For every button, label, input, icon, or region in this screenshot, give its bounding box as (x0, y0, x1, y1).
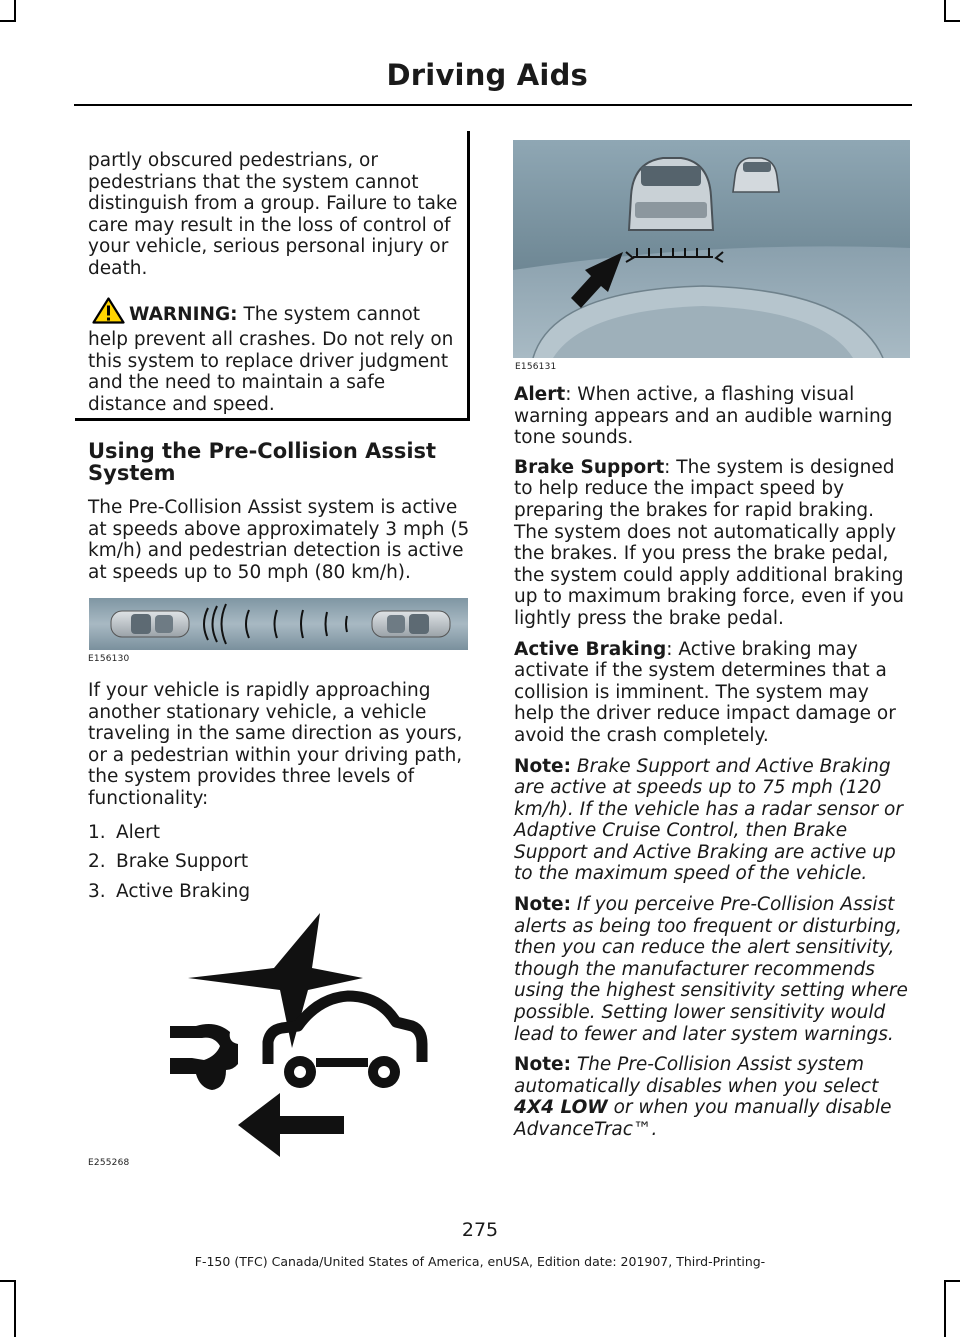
list-number: 1. (88, 821, 106, 843)
crop-mark (0, 20, 16, 22)
pre-collision-symbol-icon (160, 910, 430, 1160)
page-number: 275 (461, 1219, 499, 1241)
edition-info: F-150 (TFC) Canada/United States of America, enUSA, Edition date: 201907, Third-Printing- (194, 1254, 766, 1269)
intro-paragraph: The Pre-Collision Assist system is active at speeds above approximately 3 mph (5 km/h) and pedestrian detection is active at speeds up to 50 mph (80 km/h). (88, 497, 470, 583)
lead-car-icon (629, 158, 713, 230)
list-number: 2. (88, 851, 106, 873)
note-2-text: If you perceive Pre-Collision Assist alerts as being too frequent or disturbing, then you can reduce the alert sensitivity, though the manufacturer recommends using the highest sensitivity setting where possible. Setting lower sensitivity would lead to fewer and later system warnings. (514, 894, 908, 1045)
crop-mark (14, 0, 16, 20)
alert-term: Alert (514, 384, 566, 405)
note-label: Note: (514, 894, 571, 916)
note-3 (514, 1054, 910, 1140)
list-item (88, 851, 472, 881)
crop-mark (0, 1280, 16, 1282)
crop-mark (944, 1280, 960, 1282)
note-1 (514, 756, 910, 886)
radar-illustration (89, 598, 468, 650)
chapter-title: Driving Aids (386, 58, 588, 92)
crop-mark (944, 0, 946, 20)
list-number: 3. (88, 880, 106, 902)
note-3-text-b: or when you manually disable AdvanceTrac™. (514, 1097, 892, 1140)
figure-e255268 (88, 910, 430, 1170)
active-braking-term: Active Braking (514, 638, 667, 660)
note-2 (514, 894, 910, 1045)
section-heading: Using the Pre-Collision Assist System (88, 439, 437, 485)
list-label: Alert (116, 821, 161, 843)
list-label: Active Braking (116, 880, 251, 902)
active-braking-definition (514, 639, 910, 747)
levels-list (88, 822, 472, 911)
car-icon (111, 611, 189, 637)
list-item (88, 881, 472, 911)
warning-text: The system cannot help prevent all crashes. Do not rely on this system to replace driver judgment and the need to maintain a safe distance and speed. (88, 303, 454, 415)
active-braking-desc: : Active braking may activate if the system determines that a collision is imminent. The system may help the driver reduce impact damage or avoid the crash completely. (514, 638, 896, 746)
figure-label: E156130 (88, 654, 130, 664)
vehicle-rear-icon (170, 1024, 238, 1090)
note-label: Note: (514, 1054, 571, 1076)
dashboard-alert-illustration (513, 140, 910, 358)
list-label: Brake Support (116, 851, 249, 873)
left-column-lower (88, 680, 472, 910)
alert-definition (514, 384, 910, 449)
levels-paragraph: If your vehicle is rapidly approaching another stationary vehicle, a vehicle traveling in the same direction as yours, or a pedestrian within your driving path, the system provides three levels of functionality: (88, 680, 463, 809)
header-rule (74, 104, 912, 106)
alert-desc: : When active, a flashing visual warning appears and an audible warning tone sounds. (514, 384, 893, 449)
crop-mark (944, 1280, 946, 1337)
figure-label: E156131 (515, 362, 557, 372)
figure-label: E255268 (88, 1158, 130, 1168)
warning-triangle-icon (92, 297, 125, 330)
note-3-bold: 4X4 LOW (514, 1097, 608, 1119)
list-item (88, 822, 472, 852)
note-1-text: Brake Support and Active Braking are active at speeds up to 75 mph (120 km/h). If the vehicle has a radar sensor or Adaptive Cruise Control, then Brake Support and Active Braking are active up to the maximum speed of the vehicle. (514, 755, 903, 885)
left-column (88, 497, 472, 583)
crop-mark (14, 1280, 16, 1337)
note-label: Note: (514, 755, 571, 777)
note-3-text-a: The Pre-Collision Assist system automatically disables when you select (514, 1054, 879, 1097)
warning-paragraph (88, 297, 459, 416)
crop-mark (944, 20, 960, 22)
figure-e156130 (88, 598, 468, 664)
right-column (514, 384, 910, 1141)
warning-continued-text: partly obscured pedestrians, or pedestrians that the system cannot distinguish from a group. Failure to take care may result in the loss of control of your vehicle, serious personal injury or death. (88, 150, 458, 279)
warning-label: WARNING: (129, 303, 238, 325)
warning-box (75, 131, 470, 421)
brake-support-definition (514, 457, 910, 630)
arrow-left-icon (238, 1093, 344, 1157)
brake-support-term: Brake Support (514, 456, 665, 478)
brake-support-desc: : The system is designed to help reduce the impact speed by preparing the brakes for rapid braking. The system does not automatically apply the brakes. If you press the brake pedal, the system could apply additional braking up to maximum braking force, even if you lightly press the brake pedal. (514, 456, 904, 629)
car-icon (372, 611, 450, 637)
distant-car-icon (733, 158, 779, 192)
figure-e156131 (513, 140, 910, 372)
